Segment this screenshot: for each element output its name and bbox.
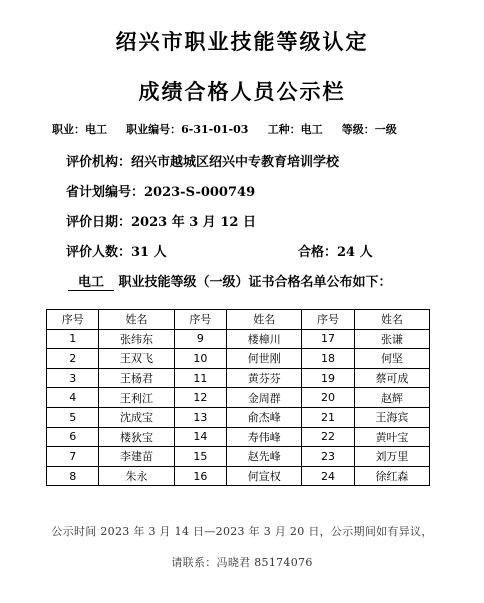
cell-index: 16	[174, 466, 227, 486]
evaluation-org: 评价机构：绍兴市越城区绍兴中专教育培训学校	[66, 155, 340, 170]
cell-name: 金周群	[227, 388, 302, 408]
cell-index: 6	[47, 427, 99, 447]
cell-index: 5	[47, 407, 99, 427]
announcement-text: 职业技能等级（一级）证书合格名单公布如下：	[118, 275, 392, 290]
cell-name: 赵先峰	[227, 447, 302, 467]
cell-name: 王双飞	[99, 349, 174, 369]
cell-name: 张谦	[354, 329, 429, 349]
table-row	[47, 349, 430, 369]
evaluation-count: 评价人数：31 人	[66, 245, 167, 260]
cell-name: 李建苗	[99, 447, 174, 467]
cell-index: 13	[174, 407, 227, 427]
table-row	[47, 407, 430, 427]
occupation: 职业：电工	[52, 123, 107, 136]
table-row	[47, 329, 430, 349]
table-header-row	[47, 310, 430, 330]
footer-notice: 公示时间 2023 年 3 月 14 日—2023 年 3 月 20 日，公示期间如有异议，	[51, 525, 433, 538]
header-name: 姓名	[99, 310, 174, 330]
evaluation-date: 评价日期：2023 年 3 月 12 日	[66, 215, 256, 230]
cell-name: 寿伟峰	[227, 427, 302, 447]
announcement-trade: 电工	[68, 271, 114, 291]
cell-index: 8	[47, 466, 99, 486]
level: 等级：一级	[341, 123, 397, 136]
cell-index: 15	[174, 447, 227, 467]
cell-name: 赵辉	[354, 388, 429, 408]
cell-index: 12	[174, 388, 227, 408]
table-row	[47, 368, 430, 388]
cell-name: 刘万里	[354, 447, 429, 467]
plan-number: 省计划编号：2023-S-000749	[66, 185, 256, 200]
cell-name: 何世刚	[227, 349, 302, 369]
trade: 工种：电工	[267, 123, 323, 136]
cell-name: 何宣权	[227, 466, 302, 486]
cell-name: 黄叶宝	[354, 427, 429, 447]
cell-index: 2	[47, 349, 99, 369]
table-row	[47, 427, 430, 447]
cell-index: 18	[302, 349, 355, 369]
cell-name: 王海宾	[354, 407, 429, 427]
cell-name: 楼狄宝	[99, 427, 174, 447]
cell-name: 张纬东	[99, 329, 174, 349]
cell-name: 朱永	[99, 466, 174, 486]
cell-index: 19	[302, 368, 355, 388]
cell-name: 沈成宝	[99, 407, 174, 427]
cell-name: 王利江	[99, 388, 174, 408]
announcement	[68, 271, 392, 291]
header-index: 序号	[174, 310, 227, 330]
cell-index: 22	[302, 427, 355, 447]
cell-index: 3	[47, 368, 99, 388]
cell-index: 14	[174, 427, 227, 447]
cell-name: 俞杰峰	[227, 407, 302, 427]
cell-name: 黄芬芬	[227, 368, 302, 388]
cell-index: 23	[302, 447, 355, 467]
cell-index: 24	[302, 466, 355, 486]
cell-name: 王杨君	[99, 368, 174, 388]
cell-index: 17	[302, 329, 355, 349]
notice-subtitle: 成绩合格人员公示栏	[138, 79, 346, 104]
cell-name: 蔡可成	[354, 368, 429, 388]
notice-title: 绍兴市职业技能等级认定	[115, 29, 369, 54]
table-row	[47, 388, 430, 408]
occupation-header	[52, 121, 397, 137]
occupation-code: 职业编号：6-31-01-03	[126, 123, 249, 136]
pass-count: 合格：24 人	[298, 245, 373, 260]
cell-name: 何坚	[354, 349, 429, 369]
table-row	[47, 447, 430, 467]
footer-contact: 请联系：冯晓君 85174076	[171, 556, 313, 569]
table-row	[47, 466, 430, 486]
cell-index: 1	[47, 329, 99, 349]
cell-index: 4	[47, 388, 99, 408]
cell-index: 10	[174, 349, 227, 369]
pass-list-table	[46, 309, 430, 486]
cell-index: 21	[302, 407, 355, 427]
cell-index: 20	[302, 388, 355, 408]
cell-name: 楼樟川	[227, 329, 302, 349]
cell-index: 7	[47, 447, 99, 467]
header-index: 序号	[47, 310, 99, 330]
header-name: 姓名	[354, 310, 429, 330]
cell-name: 徐红森	[354, 466, 429, 486]
header-name: 姓名	[227, 310, 302, 330]
cell-index: 11	[174, 368, 227, 388]
header-index: 序号	[302, 310, 355, 330]
cell-index: 9	[174, 329, 227, 349]
